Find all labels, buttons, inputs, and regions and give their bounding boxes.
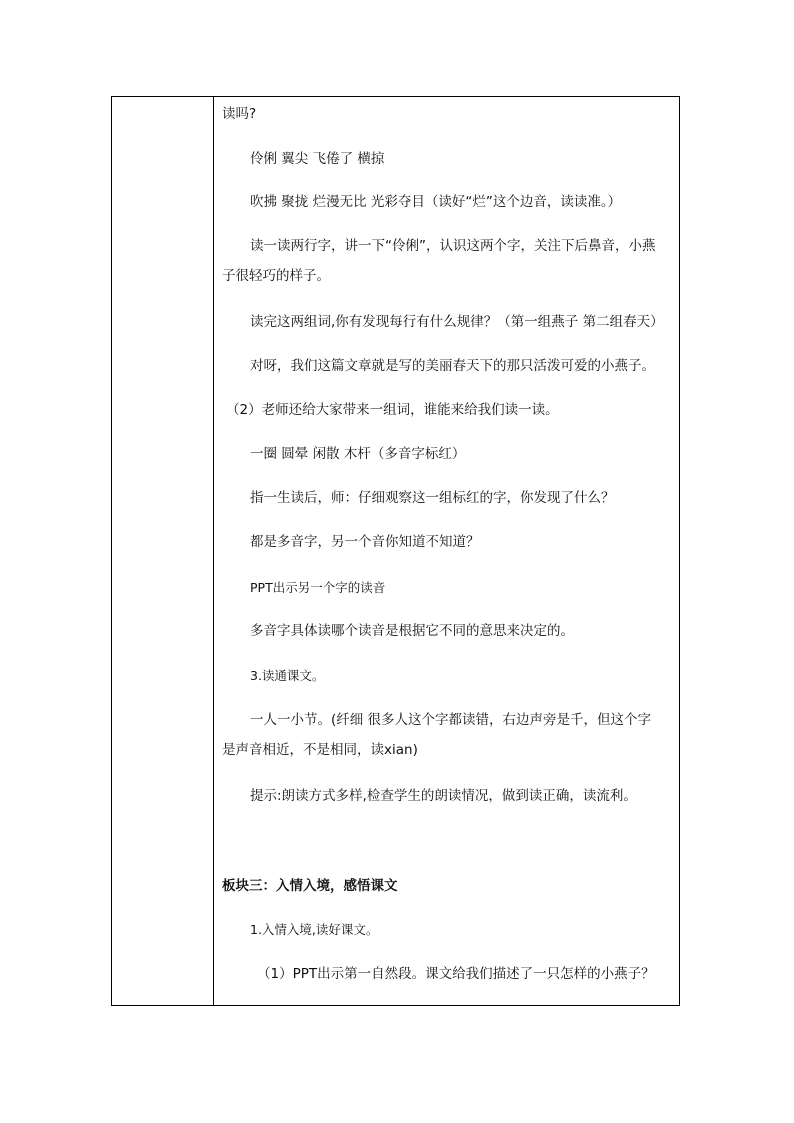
text-line: 都是多音字，另一个音你知道不知道？ [250, 534, 480, 550]
text-line: （1）PPT出示第一自然段。课文给我们描述了一只怎样的小燕子？ [257, 966, 655, 982]
vocab-line-polyphonic: 一圈 圆晕 闲散 木杆（多音字标红） [250, 446, 466, 462]
text-line: 多音字具体读哪个读音是根据它不同的意思来决定的。 [250, 623, 574, 639]
text-line: （2）老师还给大家带来一组词，谁能来给我们读一读。 [226, 402, 559, 418]
lesson-content [111, 96, 680, 1006]
text-line: 一人一小节。(纤细 很多人这个字都读错，右边声旁是千，但这个字 [250, 712, 652, 728]
section-item: 1.入情入境,读好课文。 [250, 922, 379, 937]
section-heading: 板块三：入情入境，感悟课文 [222, 878, 398, 894]
vocab-line-swallow: 伶俐 翼尖 飞倦了 横掠 [250, 151, 385, 167]
text-line: 读一读两行字，讲一下“伶俐”，认识这两个字，关注下后鼻音，小燕 [250, 238, 656, 254]
text-line: PPT出示另一个字的读音 [250, 580, 386, 595]
text-line: 指一生读后，师：仔细观察这一组标红的字，你发现了什么？ [250, 490, 615, 506]
text-line: 读完这两组词,你有发现每行有什么规律？（第一组燕子 第二组春天） [250, 314, 664, 330]
text-line: 提示:朗读方式多样,检查学生的朗读情况，做到读正确，读流利。 [250, 788, 637, 804]
vocab-line-spring: 吹拂 聚拢 烂漫无比 光彩夺目（读好“烂”这个边音，读读准。） [250, 194, 622, 210]
section-item: 3.读通课文。 [250, 668, 325, 683]
text-line: 是声音相近，不是相同，读xian) [222, 742, 418, 758]
text-line: 子很轻巧的样子。 [222, 268, 330, 284]
text-line: 对呀，我们这篇文章就是写的美丽春天下的那只活泼可爱的小燕子。 [250, 358, 655, 374]
text-line: 读吗? [222, 106, 257, 122]
